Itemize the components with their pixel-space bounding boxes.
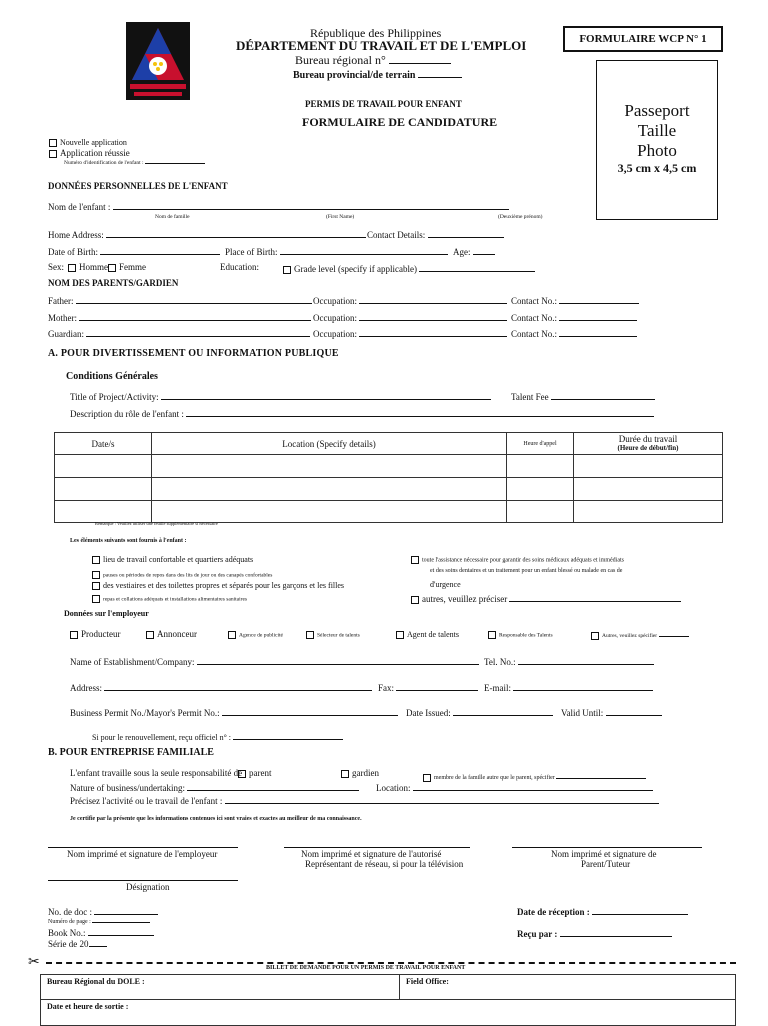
business-permit-field[interactable]: Business Permit No./Mayor's Permit No.: (70, 706, 398, 718)
checkbox-icon[interactable] (591, 632, 599, 640)
table-header-call-time: Heure d'appel (507, 433, 574, 455)
provision-option[interactable]: repas et collations adéquats et installations alimentaires sanitaires (92, 595, 247, 603)
checkbox-icon[interactable] (228, 631, 236, 639)
checkbox-icon[interactable] (92, 571, 100, 579)
renewal-receipt-field[interactable]: Si pour le renouvellement, reçu officiel n° : (92, 730, 343, 742)
checkbox-icon[interactable] (411, 596, 419, 604)
ticket-table (40, 974, 736, 1026)
photo-label-3: Photo (637, 141, 677, 160)
photo-label-1: Passeport (624, 101, 690, 120)
certification-statement: Je certifie par la présente que les informations contenues ici sont vraies et exactes au meilleur de ma connaissance. (70, 816, 362, 822)
checkbox-icon[interactable] (341, 770, 349, 778)
authorized-signature-sub: Représentant de réseau, si pour la télévision (305, 859, 464, 869)
ticket-title: BILLET DE DEMANDE POUR UN PERMIS DE TRAVAIL POUR ENFANT (266, 965, 466, 971)
fax-field[interactable]: Fax: (378, 681, 478, 693)
father-occupation-field[interactable]: Occupation: (313, 294, 507, 306)
cut-line (46, 962, 736, 964)
regional-office-label: Bureau régional n° (295, 53, 451, 68)
checkbox-icon[interactable] (283, 266, 291, 274)
republic-title: République des Philippines (310, 26, 442, 40)
personal-data-title: DONNÉES PERSONNELLES DE L'ENFANT (48, 181, 228, 191)
guardian-option[interactable]: gardien (341, 768, 379, 778)
ticket-exit-datetime[interactable]: Date et heure de sortie : (41, 1000, 736, 1026)
female-option[interactable]: Femme (108, 262, 146, 272)
employer-type-option[interactable]: Responsable des Talents (488, 631, 553, 639)
guardian-contact-field[interactable]: Contact No.: (511, 327, 637, 339)
employer-type-option[interactable]: Producteur (70, 629, 121, 639)
table-row[interactable] (55, 455, 723, 478)
employer-type-option[interactable]: Sélecteur de talents (306, 631, 360, 639)
parent-option[interactable]: parent (238, 768, 272, 778)
general-conditions-title: Conditions Générales (66, 371, 158, 382)
contact-details-field[interactable]: Contact Details: (367, 228, 504, 240)
received-date-field[interactable]: Date de réception : (517, 905, 688, 917)
guardian-field[interactable]: Guardian: (48, 327, 310, 339)
checkbox-icon[interactable] (49, 139, 57, 147)
other-provision-field[interactable]: autres, veuillez préciser (411, 592, 681, 604)
mother-contact-field[interactable]: Contact No.: (511, 311, 637, 323)
checkbox-icon[interactable] (92, 582, 100, 590)
date-issued-field[interactable]: Date Issued: (406, 706, 553, 718)
checkbox-icon[interactable] (108, 264, 116, 272)
age-field[interactable]: Age: (453, 245, 495, 257)
checkbox-icon[interactable] (92, 595, 100, 603)
doc-no-field[interactable]: No. de doc : (48, 905, 158, 917)
parent-signature-label: Nom imprimé et signature de (551, 849, 657, 859)
provision-option[interactable]: pauses ou périodes de repos dans des lits de jour ou des canapés confortables (92, 571, 272, 579)
department-title: DÉPARTEMENT DU TRAVAIL ET DE L'EMPLOI (236, 38, 527, 53)
form-code-box: FORMULAIRE WCP N° 1 (563, 26, 723, 52)
ticket-regional-office[interactable]: Bureau Régional du DOLE : (41, 975, 400, 1000)
series-field[interactable]: Série de 20 (48, 937, 107, 949)
father-contact-field[interactable]: Contact No.: (511, 294, 639, 306)
checkbox-icon[interactable] (70, 631, 78, 639)
employer-type-option[interactable]: Annonceur (146, 629, 197, 639)
location-field[interactable]: Location: (376, 781, 653, 793)
parent-signature-sub: Parent/Tuteur (581, 859, 631, 869)
provision-detail: et des soins dentaires et un traitement pour un enfant blessé ou malade en cas de (430, 568, 623, 574)
designation-label: Désignation (126, 882, 170, 892)
checkbox-icon[interactable] (306, 631, 314, 639)
checkbox-icon[interactable] (238, 770, 246, 778)
photo-label-2: Taille (637, 121, 677, 140)
employer-type-option[interactable]: Agence de publicité (228, 631, 283, 639)
father-field[interactable]: Father: (48, 294, 312, 306)
photo-box (596, 60, 718, 220)
ticket-field-office[interactable]: Field Office: (400, 975, 736, 1000)
section-a-title: A. POUR DIVERTISSEMENT OU INFORMATION PUBLIQUE (48, 348, 339, 359)
employer-type-option[interactable]: Agent de talents (396, 630, 459, 639)
table-header-location: Location (Specify details) (152, 433, 507, 455)
employer-type-option[interactable]: Autres, veuillez spécifier (591, 631, 689, 640)
tel-no-field[interactable]: Tel. No.: (484, 655, 654, 667)
schedule-table (54, 432, 723, 523)
section-b-title: B. POUR ENTREPRISE FAMILIALE (48, 747, 214, 758)
table-header-duration-sub: (Heure de début/fin) (617, 443, 679, 452)
education-label: Education: (220, 262, 259, 272)
book-no-field[interactable]: Book No.: (48, 926, 154, 938)
provincial-office-label: Bureau provincial/de terrain (293, 68, 462, 81)
project-title-field[interactable]: Title of Project/Activity: (70, 390, 491, 402)
parents-title: NOM DES PARENTS/GARDIEN (48, 278, 179, 288)
child-name-field[interactable]: Nom de l'enfant : (48, 200, 509, 212)
responsibility-label: L'enfant travaille sous la seule responsabilité de (70, 768, 243, 778)
first-name-caption: (First Name) (326, 214, 355, 220)
remark-note: Remarque : Veuillez utiliser une feuille supplémentaire si nécessaire (95, 521, 218, 526)
successful-application-option[interactable]: Application réussie (49, 148, 130, 158)
child-id-field[interactable]: Numéro d'identification de l'enfant : (64, 158, 205, 166)
nature-of-business-field[interactable]: Nature of business/undertaking: (70, 781, 359, 793)
scissors-icon: ✂ (28, 954, 40, 970)
provision-option[interactable]: toute l'assistance nécessaire pour garantir des soins médicaux adéquats et immédiats (411, 556, 624, 564)
place-of-birth-field[interactable]: Place of Birth: (225, 245, 448, 257)
email-field[interactable]: E-mail: (484, 681, 653, 693)
middle-name-caption: (Deuxième prénom) (498, 214, 543, 220)
sex-field: Sex: (48, 262, 65, 272)
employer-address-field[interactable]: Address: (70, 681, 372, 693)
date-of-birth-field[interactable]: Date of Birth: (48, 245, 220, 257)
checkbox-icon[interactable] (396, 631, 404, 639)
valid-until-field[interactable]: Valid Until: (561, 706, 662, 718)
role-description-field[interactable]: Description du rôle de l'enfant : (70, 407, 654, 419)
table-header-duration: Durée du travail (Heure de début/fin) (574, 433, 723, 455)
page-no-field[interactable]: Numéro de page : (48, 917, 150, 925)
checkbox-icon[interactable] (146, 631, 154, 639)
child-activity-field[interactable]: Précisez l'activité ou le travail de l'enfant : (70, 794, 659, 806)
provision-option[interactable]: lieu de travail confortable et quartiers adéquats (92, 555, 253, 564)
employer-signature-label: Nom imprimé et signature de l'employeur (67, 849, 218, 859)
checkbox-icon[interactable] (68, 264, 76, 272)
checkbox-icon[interactable] (49, 150, 57, 158)
home-address-field[interactable]: Home Address: (48, 228, 366, 240)
mother-field[interactable]: Mother: (48, 311, 311, 323)
male-option[interactable]: Homme (68, 262, 108, 272)
table-row[interactable] (55, 501, 723, 523)
talent-fee-field[interactable]: Talent Fee (511, 390, 655, 402)
grade-level-field[interactable]: Grade level (specify if applicable) (283, 262, 535, 274)
authorized-signature-line[interactable] (284, 847, 470, 848)
checkbox-icon[interactable] (488, 631, 496, 639)
table-header-dates: Date/s (55, 433, 152, 455)
permit-title: PERMIS DE TRAVAIL POUR ENFANT (305, 99, 462, 109)
provision-option[interactable]: des vestiaires et des toilettes propres et séparés pour les garçons et les filles (92, 581, 344, 590)
new-application-option[interactable]: Nouvelle application (49, 138, 127, 147)
form-title: FORMULAIRE DE CANDIDATURE (302, 115, 498, 129)
checkbox-icon[interactable] (411, 556, 419, 564)
other-family-member-field[interactable]: membre de la famille autre que le parent, spécifier (423, 769, 646, 782)
mother-occupation-field[interactable]: Occupation: (313, 311, 507, 323)
received-by-field[interactable]: Reçu par : (517, 927, 672, 939)
provided-items-title: Les éléments suivants sont fournis à l'enfant : (70, 538, 187, 544)
establishment-name-field[interactable]: Name of Establishment/Company: (70, 655, 479, 667)
parent-signature-line[interactable] (512, 847, 702, 848)
photo-size: 3,5 cm x 4,5 cm (617, 161, 697, 175)
employer-signature-line[interactable] (48, 847, 238, 848)
surname-caption: Nom de famille (155, 214, 190, 220)
employer-data-title: Données sur l'employeur (64, 609, 149, 618)
checkbox-icon[interactable] (92, 556, 100, 564)
authorized-signature-label: Nom imprimé et signature de l'autorisé (301, 849, 442, 859)
table-row[interactable] (55, 478, 723, 501)
designation-line[interactable] (48, 880, 238, 881)
dole-seal-logo (126, 22, 190, 100)
provision-detail: d'urgence (430, 580, 461, 589)
guardian-occupation-field[interactable]: Occupation: (313, 327, 507, 339)
